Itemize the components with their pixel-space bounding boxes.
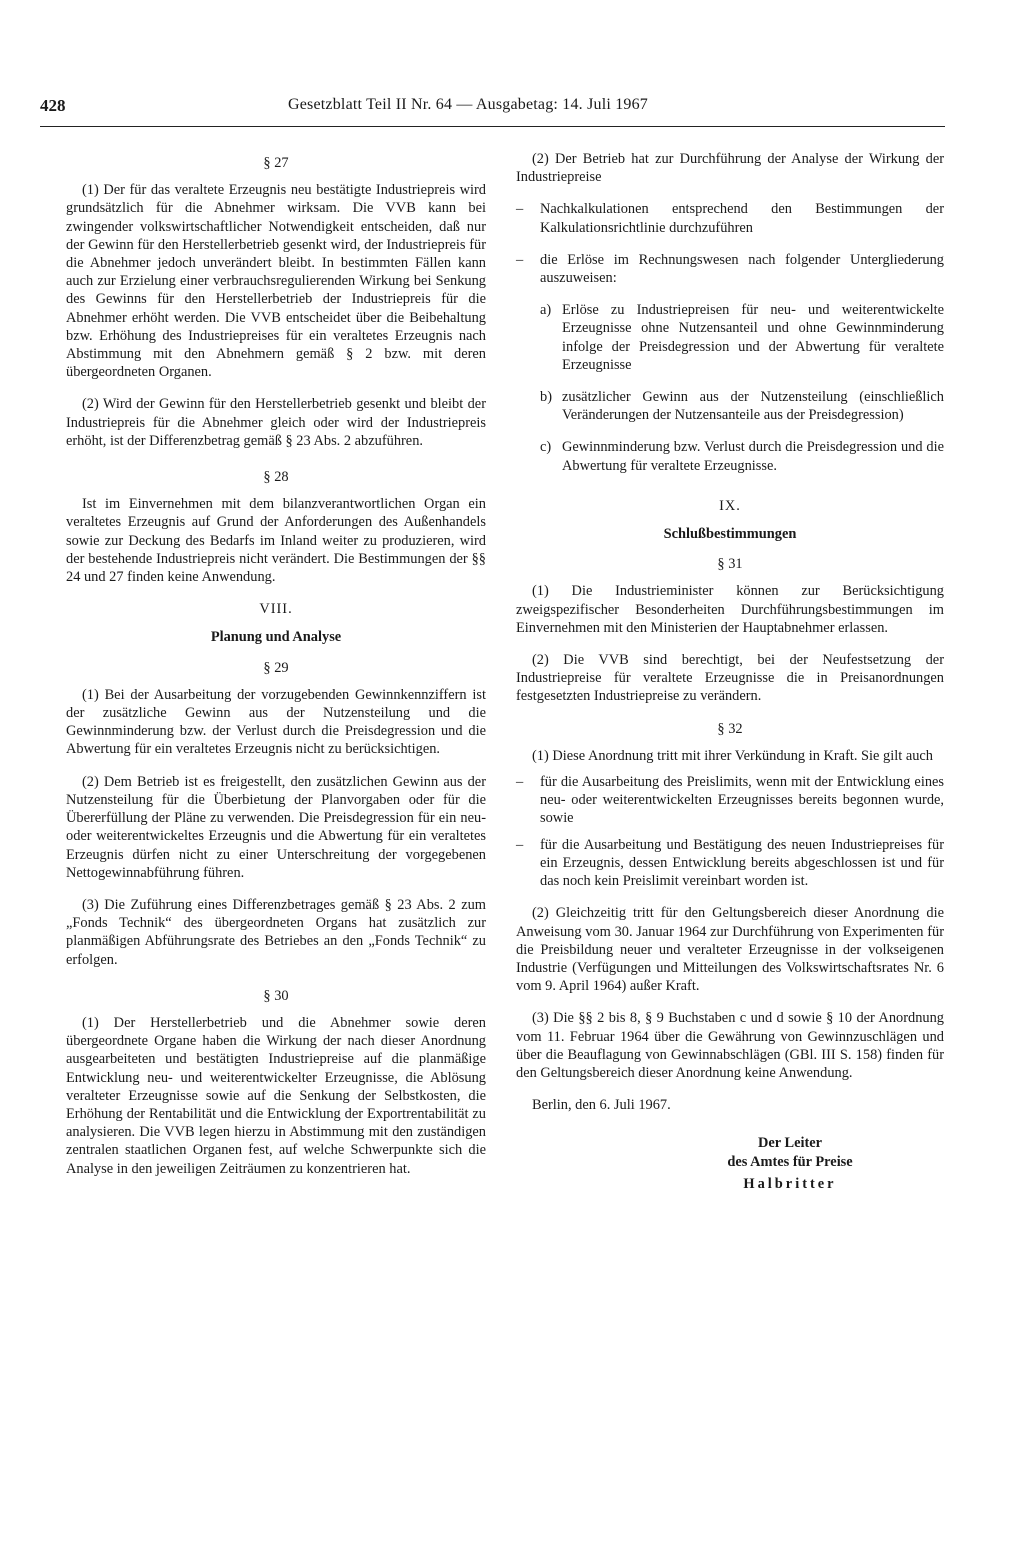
lettered-item	[516, 388, 944, 424]
item-label: b)	[540, 389, 552, 406]
page-header	[40, 96, 945, 127]
right-column	[516, 150, 944, 1193]
dash-list-item	[516, 251, 944, 287]
dash-list-item	[516, 836, 944, 891]
running-head: Gesetzblatt Teil II Nr. 64 — Ausgabetag: 14. Juli 1967	[288, 96, 648, 113]
dash-bullet: –	[516, 201, 524, 218]
dash-list-item	[516, 200, 944, 236]
list-item-text: für die Ausarbeitung des Preislimits, wenn mit der Entwicklung eines neu- oder weiterentwickelten Erzeugnisses bereits begonnen wurde, sowie	[540, 774, 944, 827]
page-number: 428	[40, 96, 66, 115]
chapter-number: IX.	[719, 497, 741, 514]
paragraph: (2) Dem Betrieb ist es freigestellt, den zusätzlichen Gewinn aus der Nutzensteilung für die Überbietung der Planvorgaben oder für die Übererfüllung der Pläne zu verwenden. Die Preisdegression für ein neu- oder weiterentwickeltes Erzeugnis und die Abwertung für ein veraltetes Erzeugnis dürfen nicht zu einer Unterschreitung der vorgegebenen Nettogewinnabführung führen.	[66, 773, 486, 881]
list-item-text: Erlöse zu Industriepreisen für neu- und weiterentwickelte Erzeugnisse ohne Nutzensanteil und ohne Gewinnminderung infolge der Preisdegression und der Abwertung für veraltete Erzeugnisse	[562, 302, 944, 373]
list-item-text: Nachkalkulationen entsprechend den Bestimmungen der Kalkulationsrichtlinie durchzuführen	[540, 201, 944, 236]
left-column	[66, 150, 486, 1192]
dash-bullet: –	[516, 774, 524, 791]
paragraph: (1) Der für das veraltete Erzeugnis neu bestätigte Industriepreis wird grundsätzlich für die Abnehmer wirksam. Die VVB kann bei zwingender volkswirtschaftlicher Notwendigkeit entscheiden, daß nur der Gewinn für den Herstellerbetrieb gesenkt wird, der Industriepreis für die Abnehmer jedoch unverändert bleibt. In bestimmten Fällen kann auch zur Erzielung einer verbrauchsregulierenden Wirkung bei Senkung des Gewinns für den Herstellerbetrieb der Industriepreis für die Abnehmer erhöht werden. Die VVB entscheidet über die Beibehaltung bzw. Erhöhung des Industriepreises für ein veraltetes Erzeugnis nach Abstimmung mit den Abnehmern gemäß § 2 bzw. mit deren übergeordneten Organen.	[66, 182, 486, 381]
list-item-text: Gewinnminderung bzw. Verlust durch die Preisdegression und die Abwertung für veraltete Erzeugnisse.	[562, 439, 944, 474]
paragraph: (3) Die §§ 2 bis 8, § 9 Buchstaben c und d sowie § 10 der Anordnung vom 11. Februar 1964 über die Gewährung von Gewinnzuschlägen und über die Beauflagung von Gewinnabschlägen (GBl. III S. 158) finden für den Geltungsbereich dieser Anordnung keine Anwendung.	[516, 1010, 944, 1081]
paragraph: (3) Die Zuführung eines Differenzbetrages gemäß § 23 Abs. 2 zum „Fonds Technik“ des übergeordneten Organs hat zusätzlich zur planmäßigen Abführungsrate des Betriebes an den „Fonds Technik“ zu erfolgen.	[66, 896, 486, 968]
signature-title: des Amtes für Preise	[727, 1153, 853, 1170]
paragraph: (2) Der Betrieb hat zur Durchführung der Analyse der Wirkung der Industriepreise	[516, 151, 944, 186]
paragraph: (2) Gleichzeitig tritt für den Geltungsbereich dieser Anordnung die Anweisung vom 30. Januar 1964 zur Durchführung von Experimenten für die Preisbildung neuer und veralteter Erzeugnisse in der volkseigenen Industrie (Verfügungen und Mitteilungen des Volkswirtschaftsrates Nr. 6 vom 9. April 1964) außer Kraft.	[516, 905, 944, 995]
section-heading: § 29	[263, 659, 289, 676]
paragraph: (2) Die VVB sind berechtigt, bei der Neufestsetzung der Industriepreise für veraltete Erzeugnisse die in Preisanordnungen festgesetzten Industriepreise zu verändern.	[516, 652, 944, 705]
lettered-item	[516, 301, 944, 374]
paragraph: (1) Bei der Ausarbeitung der vorzugebenden Gewinnkennziffern ist der zusätzliche Gewinn aus der Nutzensteilung und die Gewinnminderung bzw. der Verlust durch die Preisdegression und die Abwertung für ein veraltetes Erzeugnis nicht zu berücksichtigen.	[66, 686, 486, 758]
section-heading: § 27	[263, 155, 289, 171]
item-label: c)	[540, 439, 552, 456]
signer-name: Halbritter	[743, 1175, 837, 1192]
list-item-text: zusätzlicher Gewinn aus der Nutzensteilung (einschließlich Veränderungen der Nutzensanteile aus der Preisdegression)	[562, 389, 944, 424]
paragraph: (1) Diese Anordnung tritt mit ihrer Verkündung in Kraft. Sie gilt auch	[532, 747, 933, 764]
signature-title: Der Leiter	[757, 1135, 823, 1152]
list-item-text: für die Ausarbeitung und Bestätigung des neuen Industriepreises für ein Erzeugnis, dessen Entwicklung bereits abgeschlossen ist und für das noch kein Preislimit vereinbart worden ist.	[540, 836, 944, 890]
list-item-text: die Erlöse im Rechnungswesen nach folgender Untergliederung auszuweisen:	[540, 251, 944, 287]
chapter-title: Schlußbestimmungen	[663, 526, 797, 543]
paragraph: (2) Wird der Gewinn für den Herstellerbetrieb gesenkt und bleibt der Industriepreis für die Abnehmer gleich oder wird der Industriepreis erhöht, ist der Differenzbetrag gemäß § 23 Abs. 2 abzuführen.	[66, 396, 486, 449]
lettered-item	[516, 438, 944, 474]
paragraph: (1) Die Industrieminister können zur Berücksichtigung zweigspezifischer Besonderheiten Durchführungsbestimmungen im Einvernehmen mit den Ministerien der Hauptabnehmer erlassen.	[516, 583, 944, 636]
section-heading: § 31	[717, 556, 743, 573]
dash-list-item	[516, 773, 944, 828]
section-heading: § 32	[717, 720, 743, 737]
paragraph: Ist im Einvernehmen mit dem bilanzverantwortlichen Organ ein veraltetes Erzeugnis auf Grund der Anforderungen des Außenhandels sowie zur Deckung des Bedarfs im Inland weiter zu produzieren, wird der bestehende Industriepreis nicht verändert. Die Bestimmungen der §§ 24 und 27 finden keine Anwendung.	[66, 496, 486, 586]
section-heading: § 28	[263, 469, 289, 486]
dash-bullet: –	[516, 251, 524, 268]
section-heading: § 30	[263, 987, 289, 1004]
item-label: a)	[540, 302, 552, 319]
chapter-title: Planung und Analyse	[210, 629, 342, 646]
place-date: Berlin, den 6. Juli 1967.	[532, 1097, 671, 1114]
dash-bullet: –	[516, 836, 524, 853]
chapter-number: VIII.	[259, 601, 293, 618]
paragraph: (1) Der Herstellerbetrieb und die Abnehmer sowie deren übergeordnete Organe haben die Wirkung der nach dieser Anordnung ausgearbeiteten und bestätigten Industriepreise auf die planmäßige Entwicklung neu- und weiterentwickelter Erzeugnisse, die Ablösung veralteter Erzeugnisse sowie auf die Senkung der Selbstkosten, die Erhöhung der Rentabilität und die Entwicklung der Exportrentabilität zu analysieren. Die VVB legen hierzu in Abstimmung mit den zuständigen zentralen staatlichen Organen fest, auf welche Schwerpunkte sich die Analyse in den jeweiligen Zeiträumen zu konzentrieren hat.	[66, 1014, 486, 1177]
